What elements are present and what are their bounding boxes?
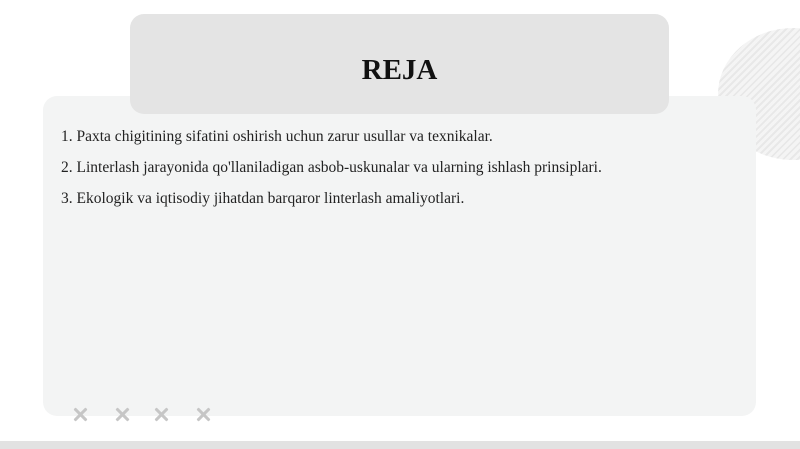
- x-icon: [70, 404, 91, 425]
- plan-item-3: 3. Ekologik va iqtisodiy jihatdan barqaror linterlash amaliyotlari.: [61, 190, 465, 207]
- x-icon: [193, 404, 214, 425]
- x-marks-decoration: [70, 404, 214, 425]
- plan-item-2: 2. Linterlash jarayonida qo'llaniladigan asbob-uskunalar va ularning ishlash prinsiplari.: [61, 159, 602, 176]
- plan-item-1: 1. Paxta chigitining sifatini oshirish uchun zarur usullar va texnikalar.: [61, 128, 493, 145]
- x-icon: [151, 404, 172, 425]
- x-icon: [112, 404, 133, 425]
- slide-title: REJA: [361, 54, 438, 86]
- title-box: [130, 14, 669, 114]
- bottom-bar: [0, 441, 800, 449]
- plan-list: [61, 126, 602, 219]
